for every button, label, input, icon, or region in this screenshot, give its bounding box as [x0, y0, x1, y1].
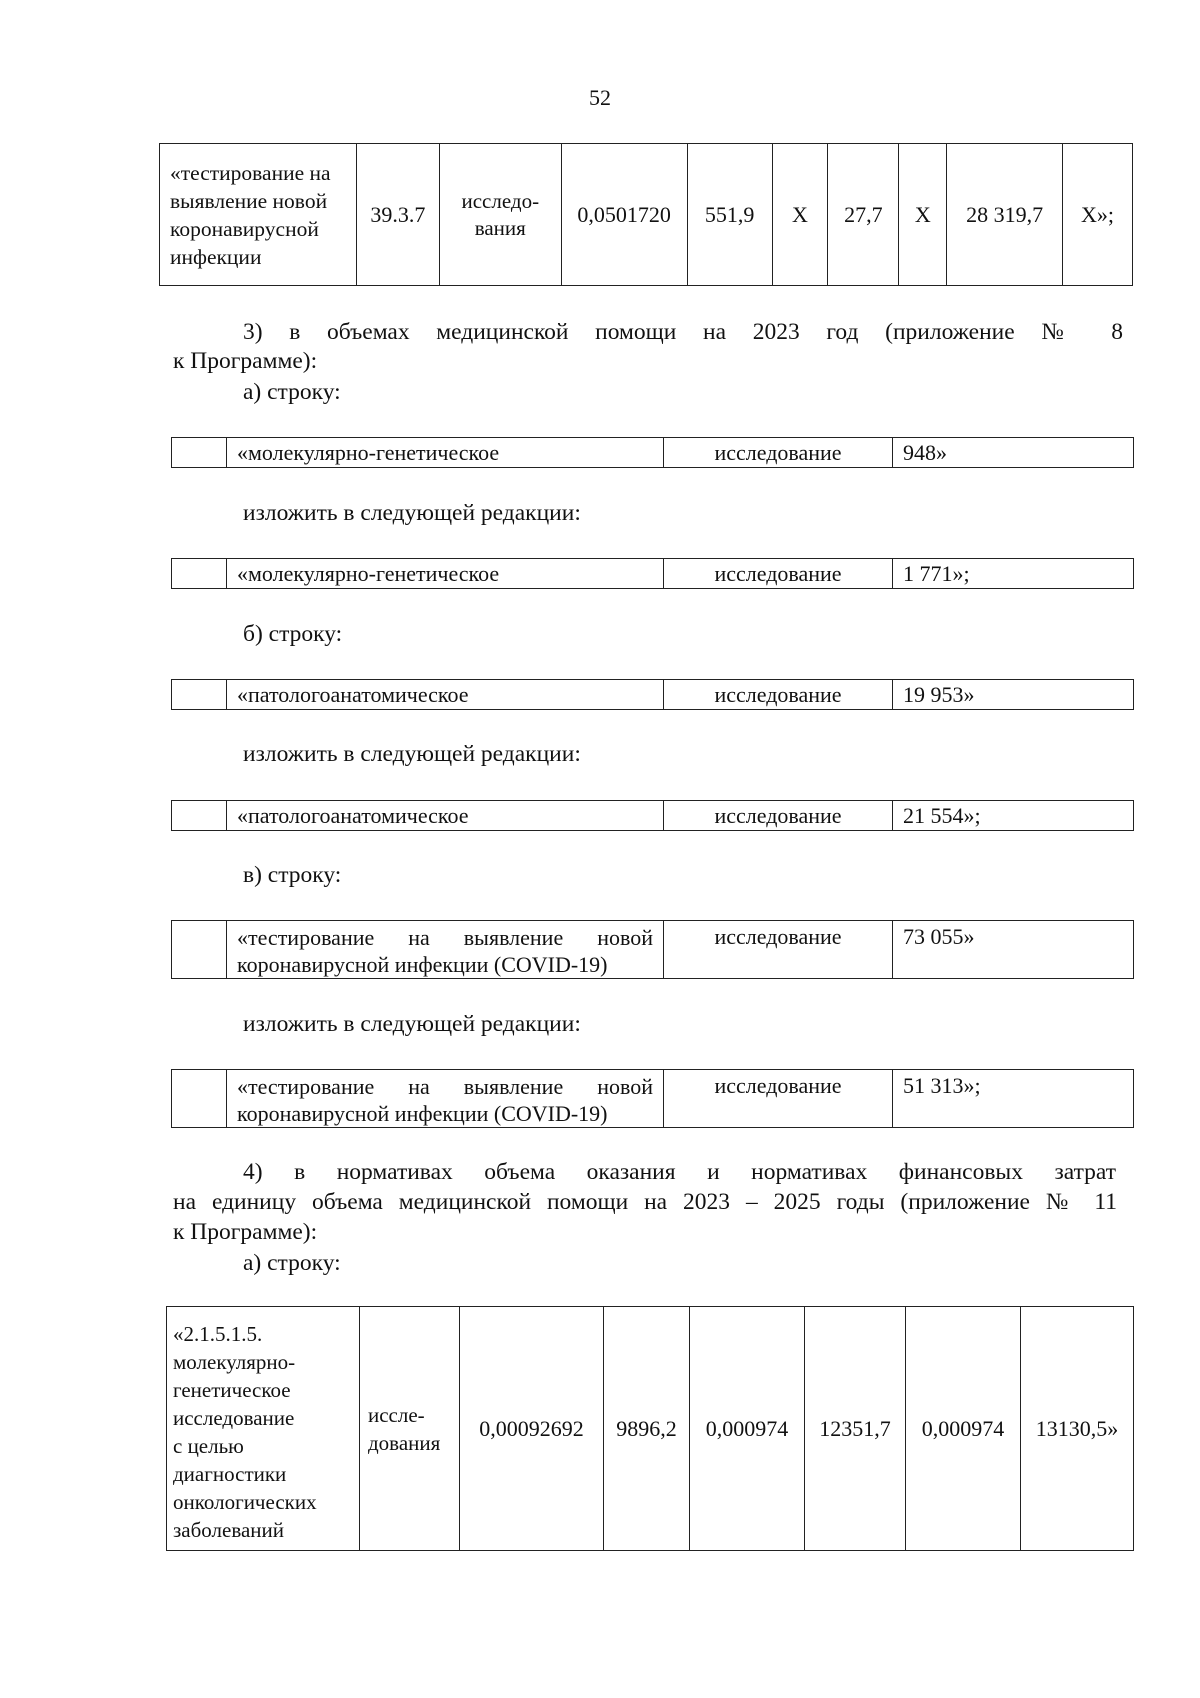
- row-name-line: «тестирование на выявление новой: [237, 925, 653, 950]
- empty-cell: [172, 1070, 227, 1128]
- table-row: [172, 1070, 1134, 1128]
- value-cell: 9896,2: [604, 1307, 690, 1551]
- row-value-cell: 21 554»;: [893, 801, 1134, 831]
- row-name-cell: «тестирование на выявление новой коронавирусной инфекции: [160, 144, 357, 286]
- row-value-cell: 73 055»: [893, 921, 1134, 979]
- row-value-cell: 1 771»;: [893, 559, 1134, 589]
- section-3-heading: 3) в объемах медицинской помощи на 2023 год (приложение № 8: [243, 319, 1123, 345]
- value-cell: 0,000974: [690, 1307, 805, 1551]
- empty-cell: [172, 438, 227, 468]
- edit-label: изложить в следующей редакции:: [243, 741, 581, 767]
- row-b-old: [171, 679, 1134, 710]
- name-line: «2.1.5.1.5.: [173, 1321, 263, 1346]
- empty-cell: [172, 801, 227, 831]
- edit-label: изложить в следующей редакции:: [243, 1011, 581, 1037]
- row-unit-cell: исследование: [664, 559, 893, 589]
- value-cell: 28 319,7: [947, 144, 1063, 286]
- row-name-line: коронавирусной инфекции (COVID-19): [237, 952, 608, 977]
- table-row: [172, 680, 1134, 710]
- empty-cell: [172, 680, 227, 710]
- value-cell: 551,9: [687, 144, 772, 286]
- name-line: заболеваний: [173, 1517, 284, 1542]
- row-unit-cell: исследование: [664, 921, 893, 979]
- row-c-new: [171, 1069, 1134, 1128]
- row-unit-cell: иссле-дования: [360, 1307, 460, 1551]
- section-3-heading-cont: к Программе):: [173, 348, 318, 374]
- table-molecular-genetic: [166, 1306, 1134, 1551]
- table-row: [172, 921, 1134, 979]
- value-cell: 27,7: [828, 144, 899, 286]
- value-cell: 0,000974: [906, 1307, 1021, 1551]
- page-number: 52: [589, 85, 611, 110]
- row-value-cell: 948»: [893, 438, 1134, 468]
- row-name-line: коронавирусной инфекции (COVID-19): [237, 1101, 608, 1126]
- name-line: молекулярно-: [173, 1349, 296, 1374]
- row-unit-cell: исследование: [664, 801, 893, 831]
- name-line: диагностики: [173, 1461, 287, 1486]
- row-unit-cell: исследование: [664, 680, 893, 710]
- item-a-label: а) строку:: [243, 1250, 341, 1276]
- section-4-line-3: к Программе):: [173, 1219, 318, 1245]
- section-4-line-1: 4) в нормативах объема оказания и нормативах финансовых затрат: [243, 1159, 1116, 1185]
- empty-cell: [172, 559, 227, 589]
- table-row: [167, 1307, 1134, 1551]
- name-line: исследование: [173, 1405, 295, 1430]
- row-value-cell: 51 313»;: [893, 1070, 1134, 1128]
- row-unit-cell: исследование: [664, 1070, 893, 1128]
- row-code-cell: 39.3.7: [356, 144, 439, 286]
- table-covid-testing: [159, 143, 1133, 286]
- item-b-label: б) строку:: [243, 621, 343, 647]
- name-line: с целью: [173, 1433, 244, 1458]
- value-cell: Х: [899, 144, 947, 286]
- table-row: [172, 801, 1134, 831]
- row-name-cell: [167, 1307, 360, 1551]
- row-unit-cell: исследо-вания: [439, 144, 561, 286]
- section-4-line-2: на единицу объема медицинской помощи на 2023 – 2025 годы (приложение № 11: [173, 1189, 1117, 1215]
- row-name-line: «тестирование на выявление новой: [237, 1074, 653, 1099]
- row-unit-cell: исследование: [664, 438, 893, 468]
- name-line: онкологических: [173, 1489, 317, 1514]
- row-name-cell: «молекулярно-генетическое: [227, 438, 664, 468]
- item-c-label: в) строку:: [243, 862, 342, 888]
- row-c-old: [171, 920, 1134, 979]
- row-name-cell: «патологоанатомическое: [227, 680, 664, 710]
- item-a-label: а) строку:: [243, 379, 341, 405]
- value-cell: 13130,5»: [1021, 1307, 1134, 1551]
- name-line: генетическое: [173, 1377, 291, 1402]
- empty-cell: [172, 921, 227, 979]
- row-value-cell: 19 953»: [893, 680, 1134, 710]
- value-cell: 0,0501720: [561, 144, 687, 286]
- table-row: [172, 438, 1134, 468]
- value-cell: Х»;: [1063, 144, 1133, 286]
- edit-label: изложить в следующей редакции:: [243, 500, 581, 526]
- row-name-cell: «молекулярно-генетическое: [227, 559, 664, 589]
- row-name-cell: [227, 921, 664, 979]
- row-b-new: [171, 800, 1134, 831]
- table-row: [160, 144, 1133, 286]
- row-a-old: [171, 437, 1134, 468]
- value-cell: 0,00092692: [460, 1307, 604, 1551]
- row-a-new: [171, 558, 1134, 589]
- value-cell: 12351,7: [805, 1307, 906, 1551]
- value-cell: Х: [772, 144, 828, 286]
- row-name-cell: «патологоанатомическое: [227, 801, 664, 831]
- row-name-cell: [227, 1070, 664, 1128]
- table-row: [172, 559, 1134, 589]
